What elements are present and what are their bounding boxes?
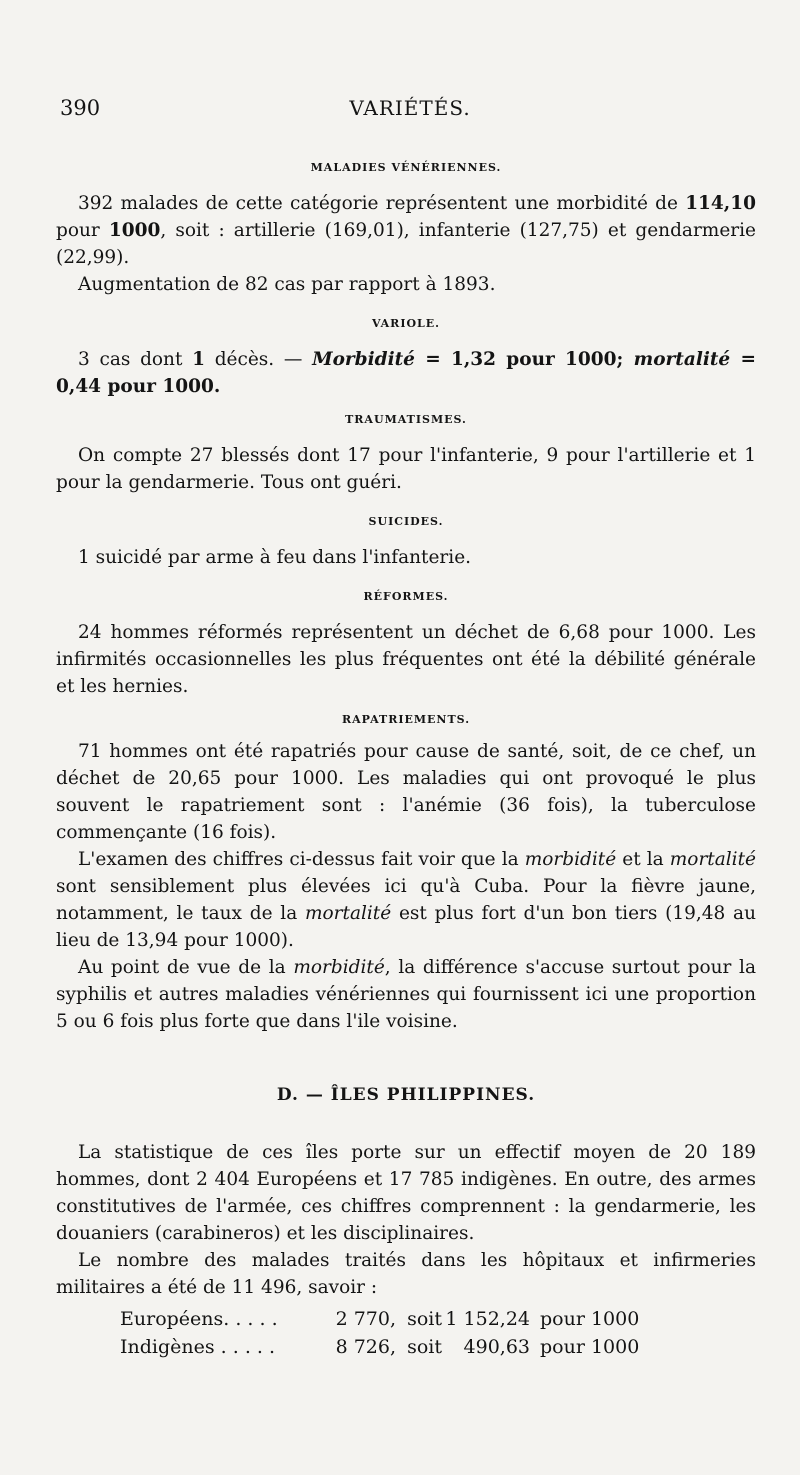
count-value: 2 770,	[335, 1308, 396, 1330]
paragraph-traumatismes: On compte 27 blessés dont 17 pour l'infanterie, 9 pour l'artillerie et 1 pour la gendarmerie. Tous ont guéri.	[56, 445, 756, 493]
count-value: 8 726,	[335, 1336, 396, 1358]
paragraph-philippines-malades: Le nombre des malades traités dans les hôpitaux et infirmeries militaires a été de 11 496, savoir :	[56, 1250, 756, 1298]
section-heading-traumatismes: TRAUMATISMES.	[345, 413, 467, 426]
count-row-indigenes	[120, 1333, 756, 1361]
count-per: pour 1000	[540, 1336, 640, 1358]
section-heading-variole: VARIOLE.	[371, 317, 441, 330]
paragraph-suicides: 1 suicidé par arme à feu dans l'infanterie.	[78, 547, 472, 568]
paragraph-rapatriements: 71 hommes ont été rapatriés pour cause de santé, soit, de ce chef, un déchet de 20,65 pour 1000. Les maladies qui ont provoqué le plus souvent le rapatriement sont : l'anémie (36 fois), la tuberculose commençante (16 fois).	[56, 741, 756, 843]
running-title: VARIÉTÉS.	[349, 96, 471, 120]
section-heading-philippines: D. — ÎLES PHILIPPINES.	[276, 1085, 536, 1105]
count-row-europeens	[120, 1305, 756, 1333]
page-body	[56, 160, 756, 1361]
patient-counts	[120, 1305, 756, 1361]
section-heading-venereal: MALADIES VÉNÉRIENNES.	[310, 161, 502, 174]
section-heading-reformes: RÉFORMES.	[363, 590, 449, 603]
paragraph-reformes: 24 hommes réformés représentent un déchet de 6,68 pour 1000. Les infirmités occasionnelles les plus fréquentes ont été la débilité générale et les hernies.	[56, 622, 756, 697]
count-per: pour 1000	[540, 1308, 640, 1330]
paragraph-venereal-morbidity: 392 malades de cette catégorie représentent une morbidité de 114,10 pour 1000, soit : artillerie (169,01), infanterie (127,75) et gendarmerie (22,99).	[56, 193, 756, 268]
running-head	[60, 96, 760, 126]
count-rate: 490,63	[463, 1336, 530, 1358]
count-soit: soit	[407, 1336, 442, 1358]
section-heading-suicides: SUICIDES.	[368, 515, 444, 528]
paragraph-comparison-cuba: L'examen des chiffres ci-dessus fait voir que la morbidité et la mortalité sont sensiblement plus élevées ici qu'à Cuba. Pour la fièvre jaune, notamment, le taux de la mortalité est plus fort d'un bon tiers (19,48 au lieu de 13,94 pour 1000).	[56, 849, 756, 951]
count-rate: 1 152,24	[445, 1308, 530, 1330]
paragraph-venereal-increase: Augmentation de 82 cas par rapport à 1893.	[78, 274, 496, 295]
paragraph-syphilis: Au point de vue de la morbidité, la différence s'accuse surtout pour la syphilis et autres maladies vénériennes qui fournissent ici une proportion 5 ou 6 fois plus forte que dans l'ile voisine.	[56, 957, 756, 1032]
paragraph-variole: 3 cas dont 1 décès. — Morbidité = 1,32 pour 1000; mortalité = 0,44 pour 1000.	[56, 349, 756, 397]
page-number: 390	[60, 96, 101, 120]
count-label: Européens. . . . .	[120, 1308, 278, 1330]
paragraph-philippines-effectif: La statistique de ces îles porte sur un effectif moyen de 20 189 hommes, dont 2 404 Européens et 17 785 indigènes. En outre, des armes constitutives de l'armée, ces chiffres comprennent : la gendarmerie, les douaniers (carabineros) et les disciplinaires.	[56, 1142, 756, 1244]
count-label: Indigènes . . . . .	[120, 1336, 276, 1358]
count-soit: soit	[407, 1308, 442, 1330]
section-heading-rapatriements: RAPATRIEMENTS.	[341, 713, 471, 726]
